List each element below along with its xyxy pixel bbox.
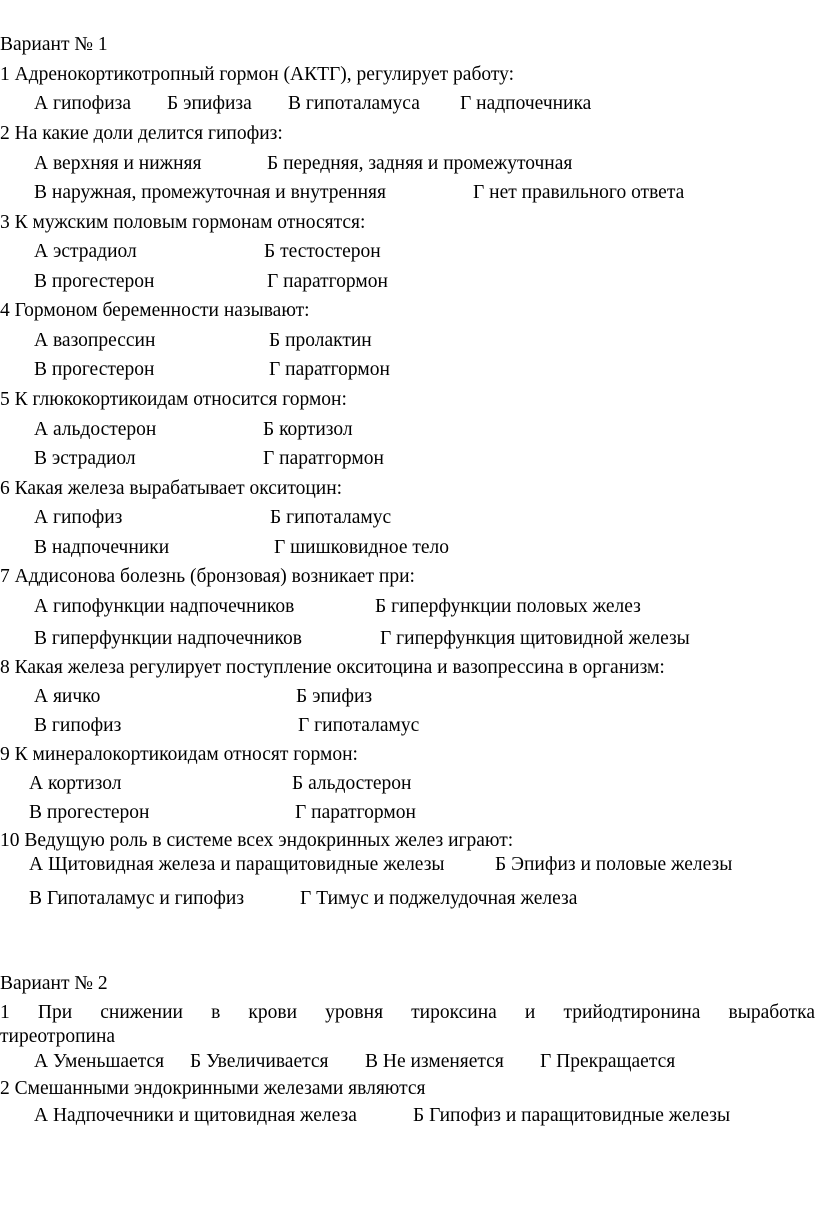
answers-5-row1 (34, 418, 734, 442)
answer-5d: Г паратгормон (263, 448, 384, 469)
answers-5-row2 (34, 447, 734, 471)
v2-answers-1 (34, 1050, 794, 1074)
answer-1b: Б эпифиза (167, 93, 252, 114)
v2-answer-2b: Б Гипофиз и паращитовидные железы (413, 1105, 731, 1126)
answer-1d: Г надпочечника (460, 93, 592, 114)
answers-9-row1 (29, 772, 729, 796)
v2-answer-1b: Б Увеличивается (190, 1051, 329, 1072)
answer-7a: А гипофункции надпочечников (34, 596, 295, 617)
answer-8a: А яичко (34, 686, 101, 707)
answer-10a: А Щитовидная железа и паращитовидные железы (29, 854, 445, 875)
answer-2b: Б передняя, задняя и промежуточная (267, 153, 573, 174)
answer-6c: В надпочечники (34, 537, 170, 558)
question-10: 10 Ведущую роль в системе всех эндокринных желез играют: (0, 830, 514, 851)
answers-2-row2 (34, 181, 794, 205)
answer-10c: В Гипоталамус и гипофиз (29, 888, 245, 909)
v2-question-1-line2: тиреотропина (0, 1026, 116, 1047)
answer-7b: Б гиперфункции половых желез (375, 596, 641, 617)
answers-10-row1 (29, 853, 809, 877)
answer-8d: Г гипоталамус (298, 715, 420, 736)
answers-3-row1 (34, 240, 734, 264)
answer-5b: Б кортизол (263, 419, 353, 440)
answer-5a: А альдостерон (34, 419, 157, 440)
v2-question-1-line1: 1 При снижении в крови уровня тироксина и трийодтиронина выработка (0, 1002, 815, 1023)
answer-7d: Г гиперфункция щитовидной железы (380, 628, 690, 649)
v2-answer-1c: В Не изменяется (365, 1051, 504, 1072)
answer-10d: Г Тимус и поджелудочная железа (300, 888, 578, 909)
answers-8-row2 (34, 714, 734, 738)
answer-3a: А эстрадиол (34, 241, 137, 262)
question-1: 1 Адренокортикотропный гормон (АКТГ), регулирует работу: (0, 64, 515, 85)
answer-7c: В гиперфункции надпочечников (34, 628, 302, 649)
answer-2c: В наружная, промежуточная и внутренняя (34, 182, 386, 203)
question-3: 3 К мужским половым гормонам относятся: (0, 212, 366, 233)
answer-8b: Б эпифиз (296, 686, 373, 707)
answer-9a: А кортизол (29, 773, 122, 794)
answer-5c: В эстрадиол (34, 448, 136, 469)
answer-2a: А верхняя и нижняя (34, 153, 202, 174)
v2-question-2: 2 Смешанными эндокринными железами являются (0, 1078, 426, 1099)
answer-6b: Б гипоталамус (270, 507, 392, 528)
question-5: 5 К глюкокортикоидам относится гормон: (0, 389, 347, 410)
answers-4-row1 (34, 329, 734, 353)
answers-4-row2 (34, 358, 734, 382)
answers-1 (34, 92, 734, 116)
answer-4d: Г паратгормон (269, 359, 390, 380)
answers-8-row1 (34, 685, 734, 709)
answer-3c: В прогестерон (34, 271, 155, 292)
answer-1c: В гипоталамуса (288, 93, 420, 114)
answers-7-row1 (34, 595, 794, 619)
v2-answers-2 (34, 1104, 804, 1128)
variant-1-title: Вариант № 1 (0, 34, 108, 55)
answer-3b: Б тестостерон (264, 241, 381, 262)
answer-2d: Г нет правильного ответа (473, 182, 685, 203)
question-6: 6 Какая железа вырабатывает окситоцин: (0, 478, 343, 499)
answer-8c: В гипофиз (34, 715, 122, 736)
question-2: 2 На какие доли делится гипофиз: (0, 123, 283, 144)
question-7: 7 Аддисонова болезнь (бронзовая) возникает при: (0, 566, 415, 587)
answer-9c: В прогестерон (29, 802, 150, 823)
answer-10b: Б Эпифиз и половые железы (495, 854, 733, 875)
answers-3-row2 (34, 270, 734, 294)
v2-answer-1a: А Уменьшается (34, 1051, 165, 1072)
question-9: 9 К минералокортикоидам относят гормон: (0, 744, 358, 765)
answer-6a: А гипофиз (34, 507, 123, 528)
answer-4a: А вазопрессин (34, 330, 156, 351)
answer-9d: Г паратгормон (295, 802, 416, 823)
answer-3d: Г паратгормон (267, 271, 388, 292)
question-4: 4 Гормоном беременности называют: (0, 300, 310, 321)
question-8: 8 Какая железа регулирует поступление окситоцина и вазопрессина в организм: (0, 657, 665, 678)
answers-2-row1 (34, 152, 794, 176)
answer-9b: Б альдостерон (292, 773, 412, 794)
answer-4b: Б пролактин (269, 330, 372, 351)
v2-answer-2a: А Надпочечники и щитовидная железа (34, 1105, 357, 1126)
answer-4c: В прогестерон (34, 359, 155, 380)
answer-1a: А гипофиза (34, 93, 132, 114)
answer-6d: Г шишковидное тело (274, 537, 450, 558)
answers-6-row2 (34, 536, 734, 560)
answers-9-row2 (29, 801, 729, 825)
answers-10-row2 (29, 887, 809, 911)
v2-answer-1d: Г Прекращается (540, 1051, 676, 1072)
answers-7-row2 (34, 627, 794, 651)
answers-6-row1 (34, 506, 734, 530)
variant-2-title: Вариант № 2 (0, 973, 108, 994)
